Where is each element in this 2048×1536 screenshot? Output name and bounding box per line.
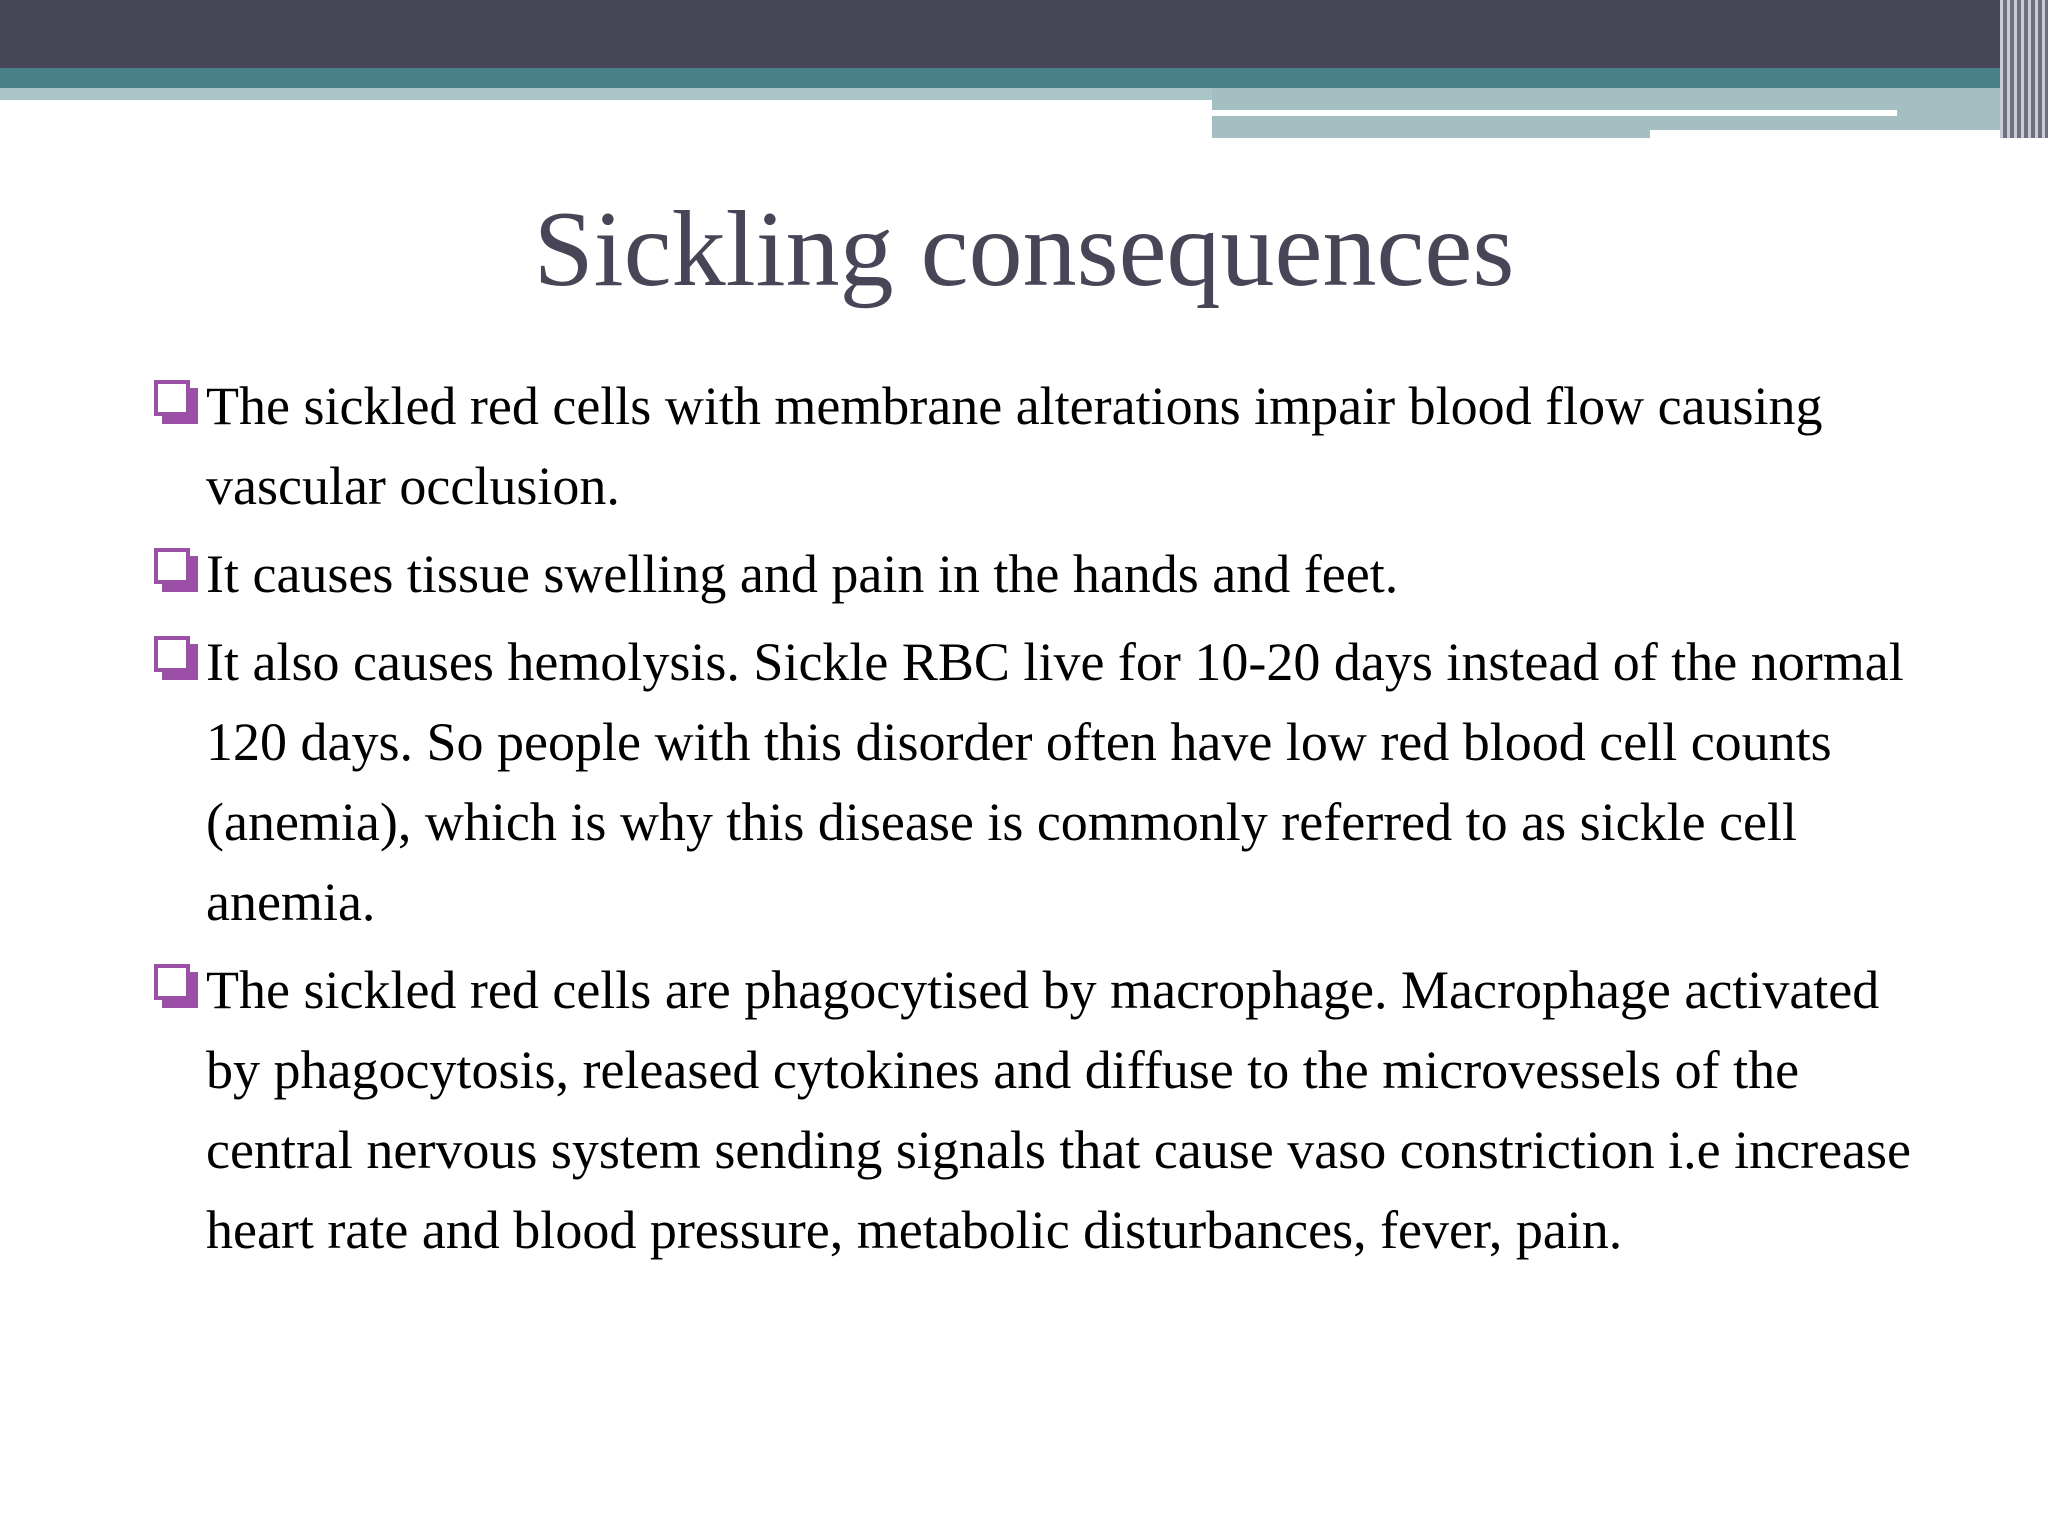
bullet-text: The sickled red cells are phagocytised by macrophage. Macrophage activated by phagocytosis, released cytokines and diffuse to the microvessels of the central nervous system sending signals that cause vaso constriction i.e increase heart rate and blood pressure, metabolic disturbances, fever, pain. xyxy=(206,960,1912,1260)
checkbox-icon xyxy=(154,636,198,680)
header-dark-bar xyxy=(0,0,2048,68)
header-white-block xyxy=(1650,130,2012,144)
checkbox-icon xyxy=(154,964,198,1008)
checkbox-icon xyxy=(154,380,198,424)
bullet-text: The sickled red cells with membrane alterations impair blood flow causing vascular occlusion. xyxy=(206,376,1823,516)
bullet-item xyxy=(152,366,1932,526)
slide-title: Sickling consequences xyxy=(533,190,1515,309)
header-white-line xyxy=(1212,110,1897,116)
bullet-text: It causes tissue swelling and pain in the hands and feet. xyxy=(206,544,1399,604)
bullet-text: It also causes hemolysis. Sickle RBC live for 10-20 days instead of the normal 120 days. So people with this disorder often have low red blood cell counts (anemia), which is why this disease is commonly referred to as sickle cell anemia. xyxy=(206,632,1904,932)
bullet-item xyxy=(152,534,1932,614)
header-light-bar-left xyxy=(0,88,1212,100)
header-teal-bar xyxy=(0,68,2048,88)
checkbox-icon xyxy=(154,548,198,592)
header-stripes xyxy=(2000,0,2048,138)
bullet-item xyxy=(152,622,1932,942)
bullet-item xyxy=(152,950,1932,1270)
bullet-list xyxy=(152,366,1932,1278)
